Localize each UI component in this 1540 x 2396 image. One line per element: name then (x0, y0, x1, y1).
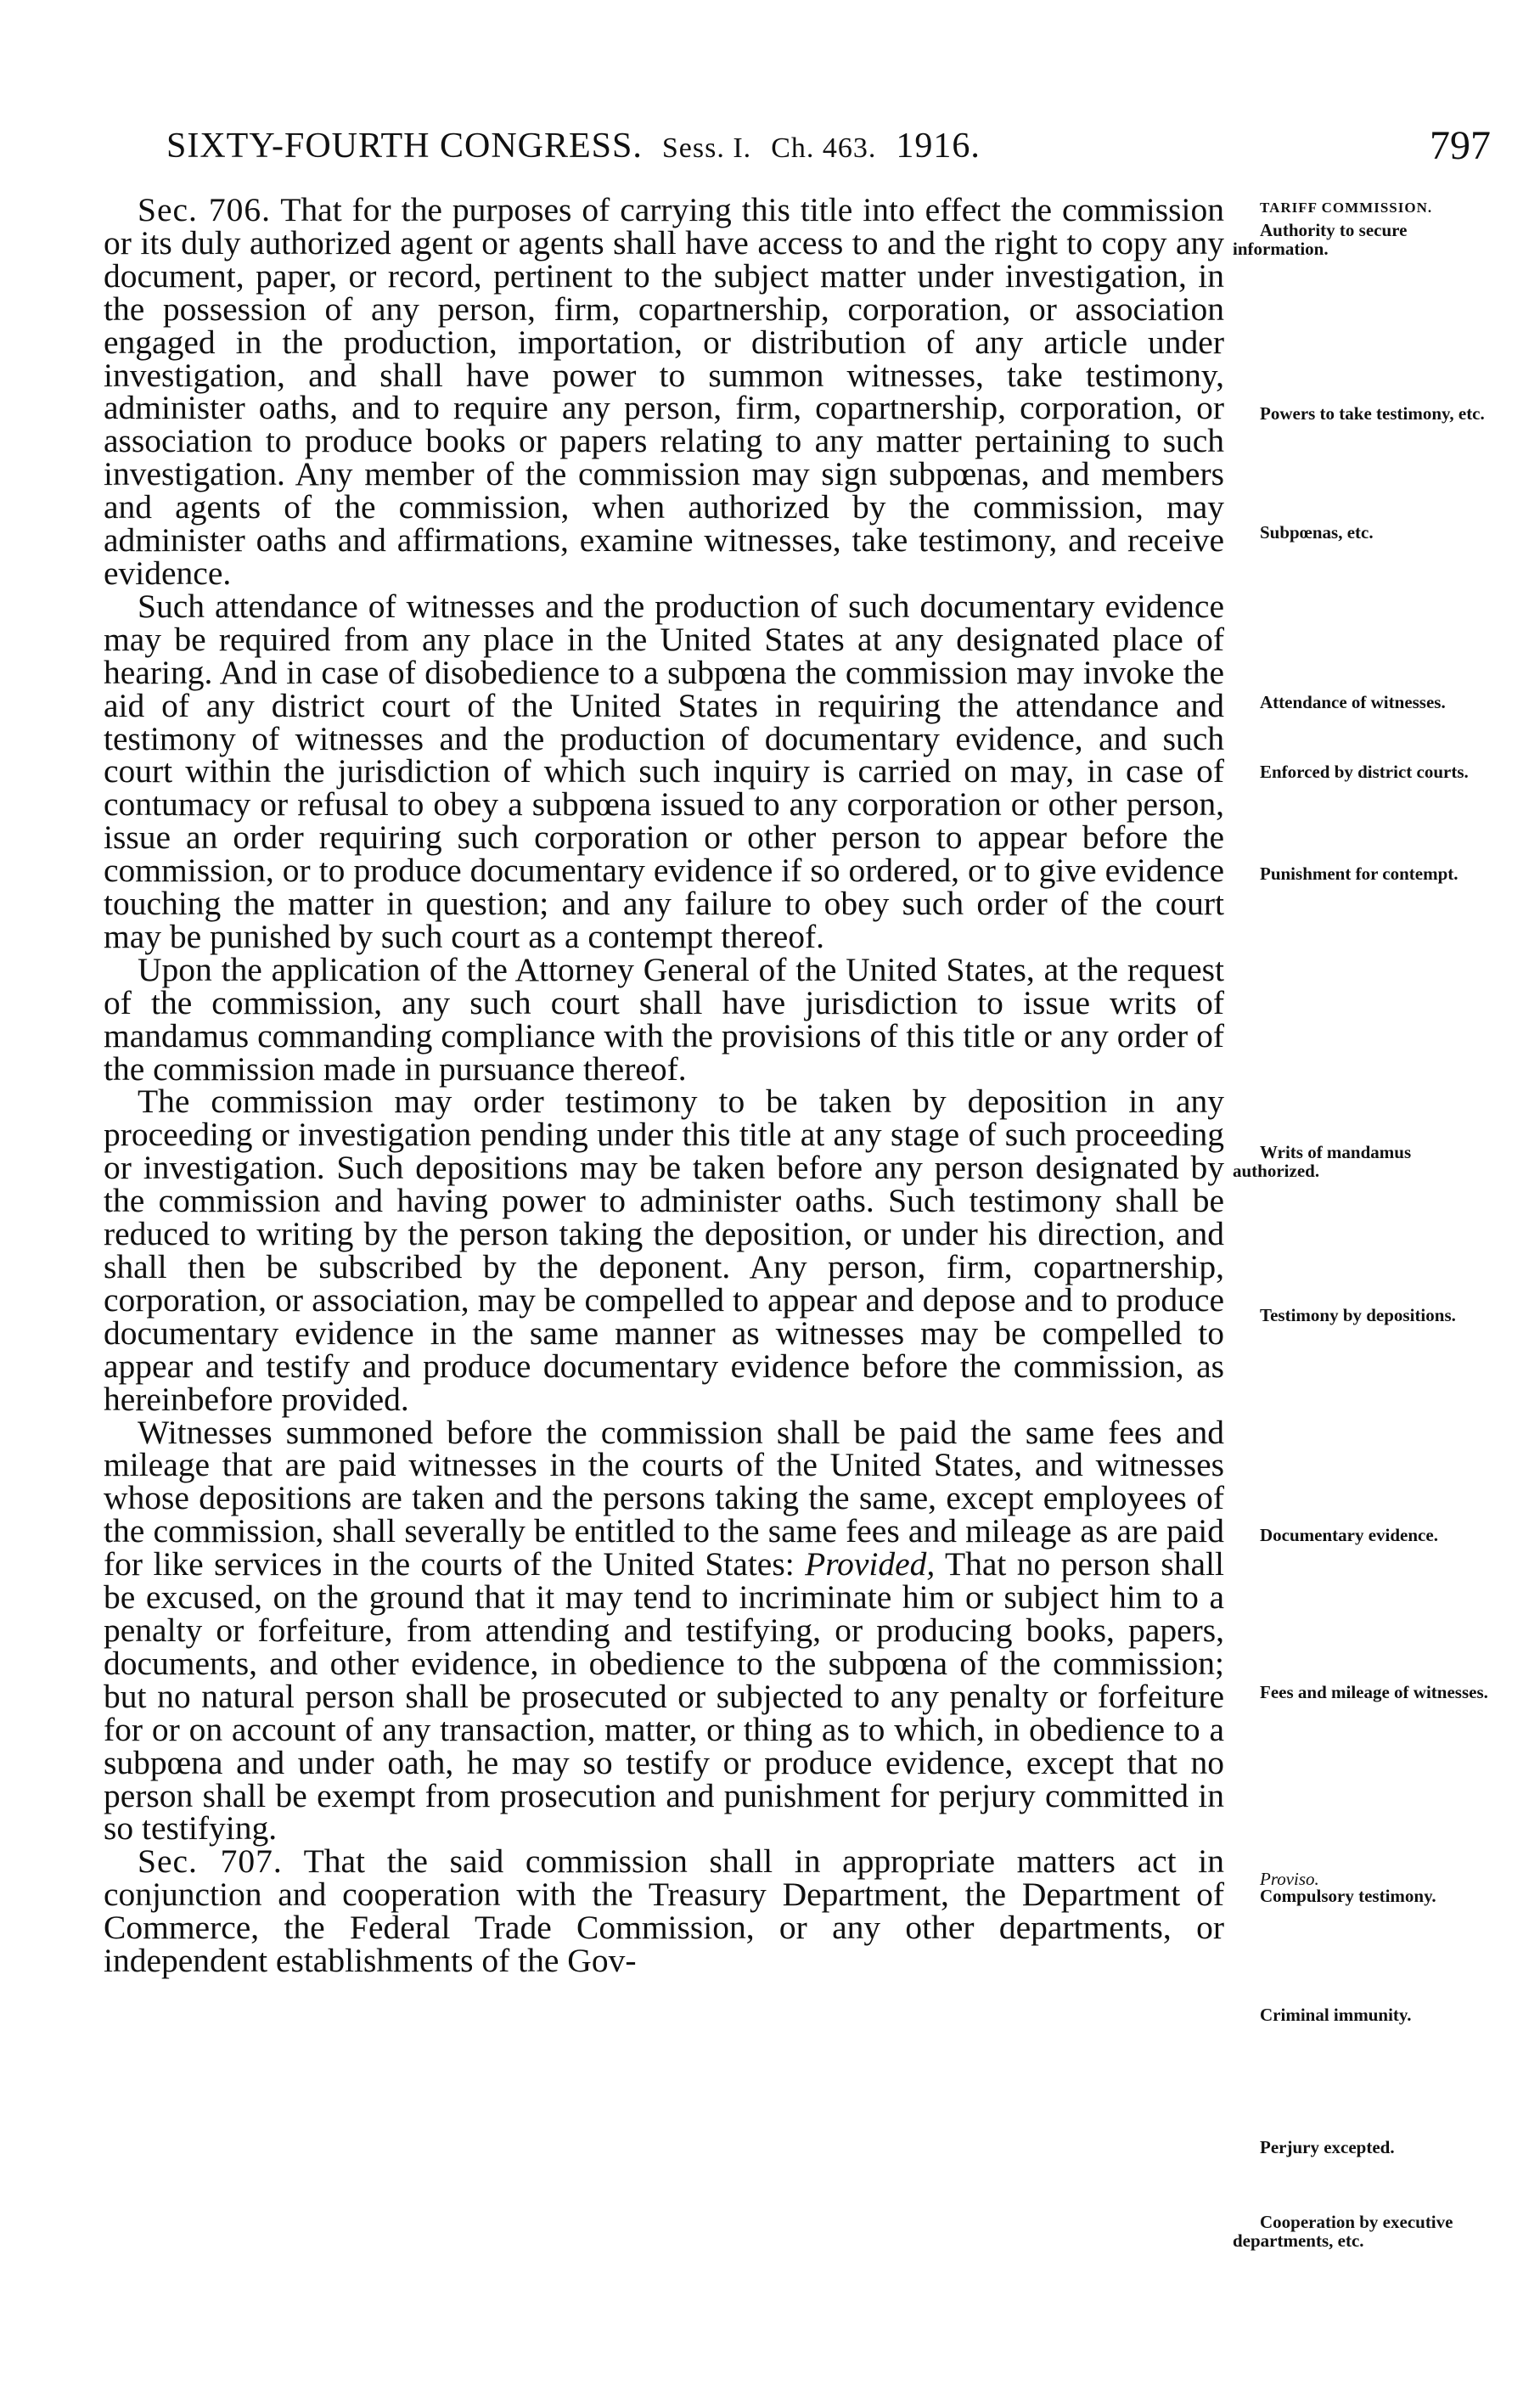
margin-note-attendance: Attendance of witnesses. (1260, 692, 1446, 712)
session-label: Sess. I. (661, 132, 752, 164)
margin-note-perjury: Perjury excepted. (1260, 2137, 1395, 2157)
paragraph-text: That for the purposes of carrying this title into effect the commission or its duly authorized agent or agents shall have access to and the right to copy any document, paper, or record, pertinent to the subject matter under investigation, in the possession of any person, firm, copartnership, corporation, or association engaged in the production, importation, or distribution of any article under investigation, and shall have power to summon witnesses, take testimony, administer oaths, and to require any person, firm, copartnership, corporation, or association to produce books or papers relating to any matter pertaining to such investigation. Any member of the commission may sign subpœnas, and members and agents of the commission, when authorized by the commission, may administer oaths and affirmations, examine witnesses, take testimony, and receive evidence. (104, 191, 1224, 592)
page-number: 797 (1430, 123, 1491, 168)
paragraph-text: That the said commission shall in appropriate matters act in conjunction and cooperation with the Treasury Department, the Department of Commerce, the Federal Trade Commission, or any other departments, or independent establishments of the Gov- (104, 1842, 1224, 1980)
margin-note-compulsory: Compulsory testimony. (1260, 1886, 1436, 1906)
margin-note-subpoenas: Subpœnas, etc. (1260, 522, 1374, 543)
margin-note-authority: Authority to secure information. (1233, 220, 1408, 259)
paragraph-sec-706 (104, 191, 1224, 592)
margin-note-criminal-immunity: Criminal immunity. (1260, 2005, 1412, 2025)
margin-note-testimony-depositions: Testimony by depositions. (1260, 1305, 1456, 1325)
congress-title: SIXTY-FOURTH CONGRESS. (166, 127, 643, 166)
margin-note-fees: Fees and mileage of witnesses. (1260, 1682, 1488, 1702)
section-label: Sec. 706. (138, 191, 272, 228)
section-label: Sec. 707. (138, 1842, 283, 1881)
margin-note-documentary: Documentary evidence. (1260, 1525, 1438, 1545)
chapter-label: Ch. 463. (771, 132, 877, 164)
margin-note-enforced: Enforced by district courts. (1260, 762, 1469, 782)
margin-notes (1233, 0, 1513, 2396)
margin-note-powers: Powers to take testimony, etc. (1260, 403, 1485, 424)
paragraph-text: Witnesses summoned before the commission shall be paid the same fees and mileage that are paid witnesses in the courts of the United States, and witnesses whose depositions are taken and the persons taking the same, except employees of the commission, shall severally be entitled to the same fees and mileage as are paid for like services in the courts of the United States: (104, 1413, 1224, 1583)
margin-note-punishment: Punishment for contempt. (1260, 863, 1459, 884)
paragraph-attendance: Such attendance of witnesses and the production of such documentary evidence may be required from any place in the United States at any designated place of hearing. And in case of disobedience to a subpœna the commission may invoke the aid of any district court of the United States in requiring the attendance and testimony of witnesses and the production of documentary evidence, and such court within the jurisdiction of which such inquiry is carried on may, in case of contumacy or refusal to obey a subpœna issued to any corporation or other person, issue an order requiring such corporation or other person to appear before the commission, or to produce documentary evidence if so ordered, or to give evidence touching the matter in question; and any failure to obey such order of the court may be punished by such court as a contempt thereof. (104, 587, 1224, 955)
paragraph-mandamus: Upon the application of the Attorney General of the United States, at the request of the commission, any such court shall have jurisdiction to issue writs of mandamus commanding compliance with the provisions of this title or any order of the commission made in pursuance thereof. (104, 950, 1224, 1088)
proviso-word: Provided, (805, 1545, 936, 1583)
margin-note-writs: Writs of mandamus authorized. (1233, 1142, 1412, 1181)
body-text (104, 191, 1224, 1980)
margin-note-cooperation: Cooperation by executive departments, etc. (1233, 2212, 1453, 2251)
year-label: 1916. (896, 127, 981, 166)
margin-note-tariff-commission: TARIFF COMMISSION. (1260, 200, 1433, 216)
paragraph-sec-707 (104, 1842, 1224, 1980)
paragraph-witness-fees (104, 1413, 1224, 1848)
proviso-label: Proviso. (1260, 1869, 1319, 1889)
paragraph-text: That no person shall be excused, on the ground that it may tend to incriminate him or subject him to a penalty or forfeiture, from attending and testifying, or producing books, papers, documents, and other evidence, in obedience to the subpœna of the commission; but no natural person shall be prosecuted or subjected to any penalty or forfeiture for or on account of any transaction, matter, or thing as to which, in obedience to a subpœna and under oath, he may so testify or produce evidence, except that no person shall be exempt from prosecution and punishment for perjury committed in so testifying. (104, 1545, 1224, 1848)
running-head-title (166, 126, 981, 166)
paragraph-depositions: The commission may order testimony to be taken by deposition in any proceeding or investigation pending under this title at any stage of such proceeding or investigation. Such depositions may be taken before any person designated by the commission and having power to administer oaths. Such testimony shall be reduced to writing by the person taking the deposition, or under his direction, and shall then be subscribed by the deponent. Any person, firm, copartnership, corporation, or association, may be compelled to appear and depose and to produce documentary evidence in the same manner as witnesses may be compelled to appear and testify and produce documentary evidence before the commission, as hereinbefore provided. (104, 1083, 1224, 1418)
